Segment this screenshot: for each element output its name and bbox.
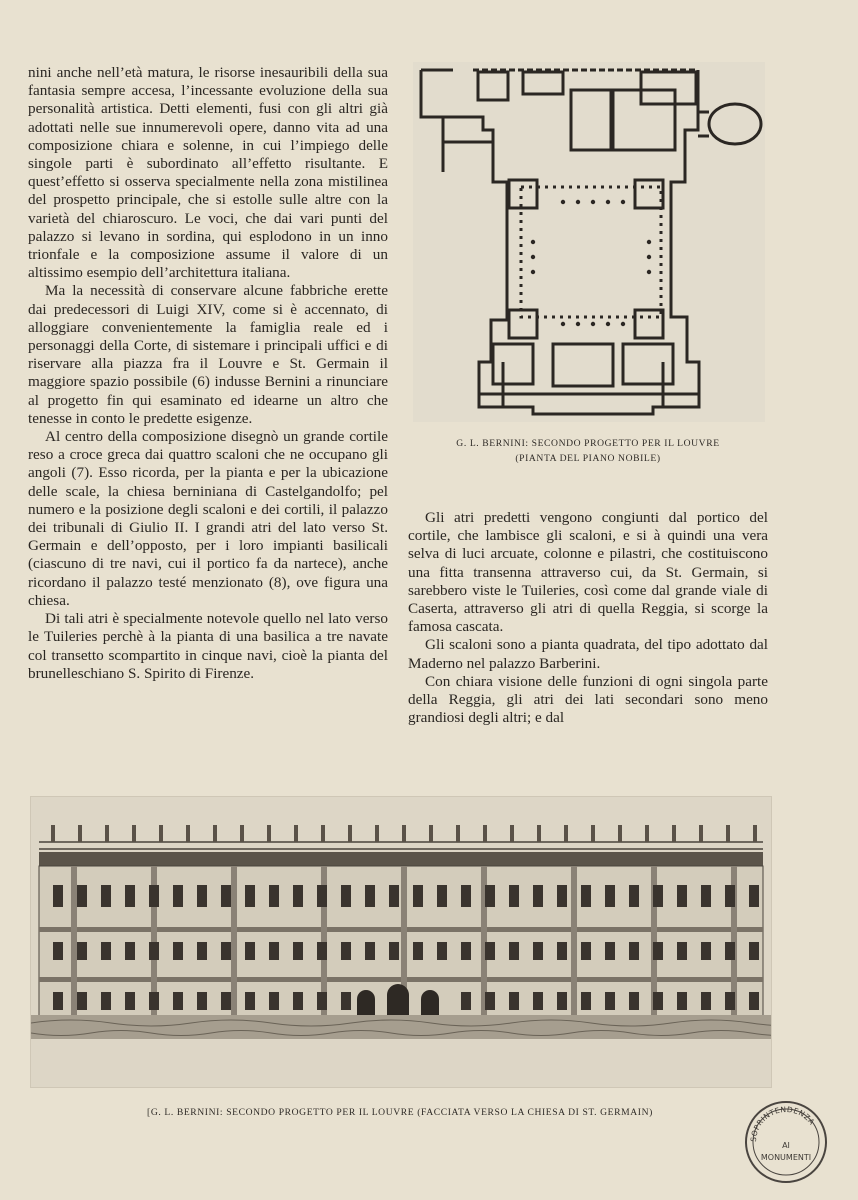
floor-plan-drawing xyxy=(413,62,765,422)
window xyxy=(245,942,255,960)
pilaster xyxy=(71,866,77,1016)
window xyxy=(317,942,327,960)
window xyxy=(485,885,495,907)
window xyxy=(197,885,207,907)
window xyxy=(101,992,111,1010)
facade-illustration xyxy=(30,796,772,1088)
roof-statue xyxy=(51,825,55,842)
window xyxy=(749,992,759,1010)
window xyxy=(629,942,639,960)
roof-statue xyxy=(105,825,109,842)
window xyxy=(365,885,375,907)
window xyxy=(701,942,711,960)
paragraph: nini anche nell’età matura, le risorse inesauribili della sua fantasia sempre accesa, l’incessante evoluzione della sua personalità artistica. Detti elementi, fusi con gli altri già adottati nelle sue innumerevoli opere, danno vita ad una composizione chiara e solenne, in cui l’impiego delle singole parti è subordinato all’effetto risultante. E quest’effetto si osserva specialmente nella zona mistilinea del prospetto principale, che si estolle sulle altre con la varietà del chiaroscuro. Le voci, che dai vari punti del palazzo si levano in sordina, qui esplodono in un inno trionfale e la composizione assume il valore di un altissimo esempio dell’architettura italiana. xyxy=(28,64,388,282)
facade-caption: [G. L. BERNINI: SECONDO PROGETTO PER IL LOUVRE (FACCIATA VERSO LA CHIESA DI ST. GERMAIN) xyxy=(147,1107,653,1118)
plan-caption-line1: G. L. BERNINI: SECONDO PROGETTO PER IL LOUVRE xyxy=(456,438,720,449)
window xyxy=(293,942,303,960)
roof-statue xyxy=(267,825,271,842)
window xyxy=(533,942,543,960)
roof-statue xyxy=(348,825,352,842)
roof-statue xyxy=(591,825,595,842)
roof-statue xyxy=(672,825,676,842)
floor-plan-illustration xyxy=(413,62,765,422)
window xyxy=(605,885,615,907)
window xyxy=(437,885,447,907)
window xyxy=(509,885,519,907)
pilaster xyxy=(231,866,237,1016)
stamp-text-arc: SOPRINTENDENZA xyxy=(748,1104,817,1143)
roof-statue xyxy=(456,825,460,842)
roof-statue xyxy=(132,825,136,842)
plan-caption xyxy=(408,436,768,466)
window xyxy=(485,992,495,1010)
window xyxy=(221,942,231,960)
window xyxy=(341,885,351,907)
roof-statue xyxy=(321,825,325,842)
window xyxy=(125,885,135,907)
window xyxy=(461,885,471,907)
window xyxy=(701,992,711,1010)
roof-statue xyxy=(537,825,541,842)
window xyxy=(749,942,759,960)
library-stamp xyxy=(742,1098,830,1186)
window xyxy=(581,992,591,1010)
roof-statue xyxy=(402,825,406,842)
window xyxy=(197,992,207,1010)
window xyxy=(53,942,63,960)
plan-caption-line2: (PIANTA DEL PIANO NOBILE) xyxy=(515,453,661,464)
paragraph: Gli scaloni sono a pianta quadrata, del tipo adottato dal Maderno nel palazzo Barberini. xyxy=(408,636,768,672)
window xyxy=(341,992,351,1010)
roof-statue xyxy=(483,825,487,842)
window xyxy=(485,942,495,960)
window xyxy=(173,885,183,907)
window xyxy=(677,992,687,1010)
window xyxy=(149,885,159,907)
paragraph: Con chiara visione delle funzioni di ogni singola parte della Reggia, gli atri dei lati secondari sono meno grandiosi degli altri; e dal xyxy=(408,672,768,727)
window xyxy=(725,885,735,907)
window xyxy=(341,942,351,960)
window xyxy=(221,885,231,907)
window xyxy=(365,942,375,960)
roof-statue xyxy=(159,825,163,842)
window xyxy=(461,942,471,960)
pilaster xyxy=(571,866,577,1016)
window xyxy=(581,885,591,907)
window xyxy=(749,885,759,907)
roof-statue xyxy=(726,825,730,842)
window xyxy=(557,885,567,907)
window xyxy=(677,942,687,960)
right-text-column xyxy=(408,509,768,727)
window xyxy=(461,992,471,1010)
window xyxy=(557,942,567,960)
window xyxy=(413,942,423,960)
window xyxy=(53,992,63,1010)
left-text-column xyxy=(28,64,388,683)
window xyxy=(317,992,327,1010)
window xyxy=(293,992,303,1010)
window xyxy=(653,885,663,907)
window xyxy=(653,942,663,960)
window xyxy=(269,885,279,907)
window xyxy=(605,992,615,1010)
window xyxy=(77,942,87,960)
window xyxy=(293,885,303,907)
paragraph: Al centro della composizione disegnò un grande cortile reso a croce greca dai quattro scaloni che ne occupano gli angoli (7). Esso ricorda, per la pianta e per la ubicazione delle scale, la chiesa berniniana di Castelgandolfo; pel numero e la posizione degli scaloni e dei cortili, il palazzo dei tribunali di Giulio II. I grandi atri del lato verso St. Germain e dell’opposto, per i loro impianti basilicali (ciascuno di tre navi, cui il portico fa da nartece), anche ricordano il palazzo testé menzionato (8), ove figura una chiesa. xyxy=(28,428,388,609)
window xyxy=(269,992,279,1010)
roof-statue xyxy=(753,825,757,842)
window xyxy=(605,942,615,960)
window xyxy=(389,942,399,960)
window xyxy=(317,885,327,907)
window xyxy=(413,885,423,907)
paragraph: Ma la necessità di conservare alcune fabbriche erette dai predecessori di Luigi XIV, come si è accennato, di alloggiare convenientemente la famiglia reale ed i personaggi della Corte, di sistemare i principali uffici e di riservare alla piazza fra il Louvre e St. Germain il maggiore spazio possibile (6) indusse Bernini a rinunciare al progetto fin qui esaminato ed idearne un altro che tenesse in conto le predette esigenze. xyxy=(28,282,388,427)
window xyxy=(725,992,735,1010)
window xyxy=(653,992,663,1010)
window xyxy=(173,942,183,960)
window xyxy=(245,992,255,1010)
window xyxy=(149,992,159,1010)
roof-statue xyxy=(213,825,217,842)
window xyxy=(509,942,519,960)
window xyxy=(125,942,135,960)
stamp-text-low: MONUMENTI xyxy=(760,1153,812,1162)
roof-statue xyxy=(78,825,82,842)
roof-statue xyxy=(510,825,514,842)
roof-statue xyxy=(699,825,703,842)
window xyxy=(53,885,63,907)
window xyxy=(533,992,543,1010)
window xyxy=(269,942,279,960)
window xyxy=(173,992,183,1010)
roof-statue xyxy=(645,825,649,842)
window xyxy=(149,942,159,960)
window xyxy=(77,992,87,1010)
roof-statue xyxy=(564,825,568,842)
facade-drawing xyxy=(31,797,771,1087)
paragraph: Di tali atri è specialmente notevole quello nel lato verso le Tuileries perchè à la pianta di una basilica a tre navate col transetto scompartito in cinque navi, cioè la pianta del brunelleschiano S. Spirito di Firenze. xyxy=(28,610,388,682)
roof-statue xyxy=(429,825,433,842)
stamp-text-mid: AI xyxy=(782,1141,790,1150)
window xyxy=(629,992,639,1010)
window xyxy=(125,992,135,1010)
roof-statue xyxy=(375,825,379,842)
paragraph: Gli atri predetti vengono congiunti dal portico del cortile, che lambisce gli scaloni, e si à quindi una vera selva di luci arcuate, colonne e pilastri, che costituiscono una fitta transenna attraverso cui, da St. Germain, si sarebbero viste le Tuileries, così come dal grande viale di Caserta, attraverso gli atri di quella Reggia, si scorge la famosa cascata. xyxy=(408,509,768,636)
roof-statue xyxy=(618,825,622,842)
window xyxy=(557,992,567,1010)
window xyxy=(725,942,735,960)
roof-statue xyxy=(186,825,190,842)
window xyxy=(197,942,207,960)
window xyxy=(509,992,519,1010)
window xyxy=(533,885,543,907)
window xyxy=(581,942,591,960)
window xyxy=(389,885,399,907)
window xyxy=(221,992,231,1010)
window xyxy=(101,885,111,907)
window xyxy=(677,885,687,907)
window xyxy=(77,885,87,907)
window xyxy=(701,885,711,907)
window xyxy=(437,942,447,960)
roof-statue xyxy=(294,825,298,842)
window xyxy=(101,942,111,960)
window xyxy=(629,885,639,907)
window xyxy=(245,885,255,907)
svg-text:SOPRINTENDENZA xyxy=(749,1105,817,1142)
roof-statue xyxy=(240,825,244,842)
